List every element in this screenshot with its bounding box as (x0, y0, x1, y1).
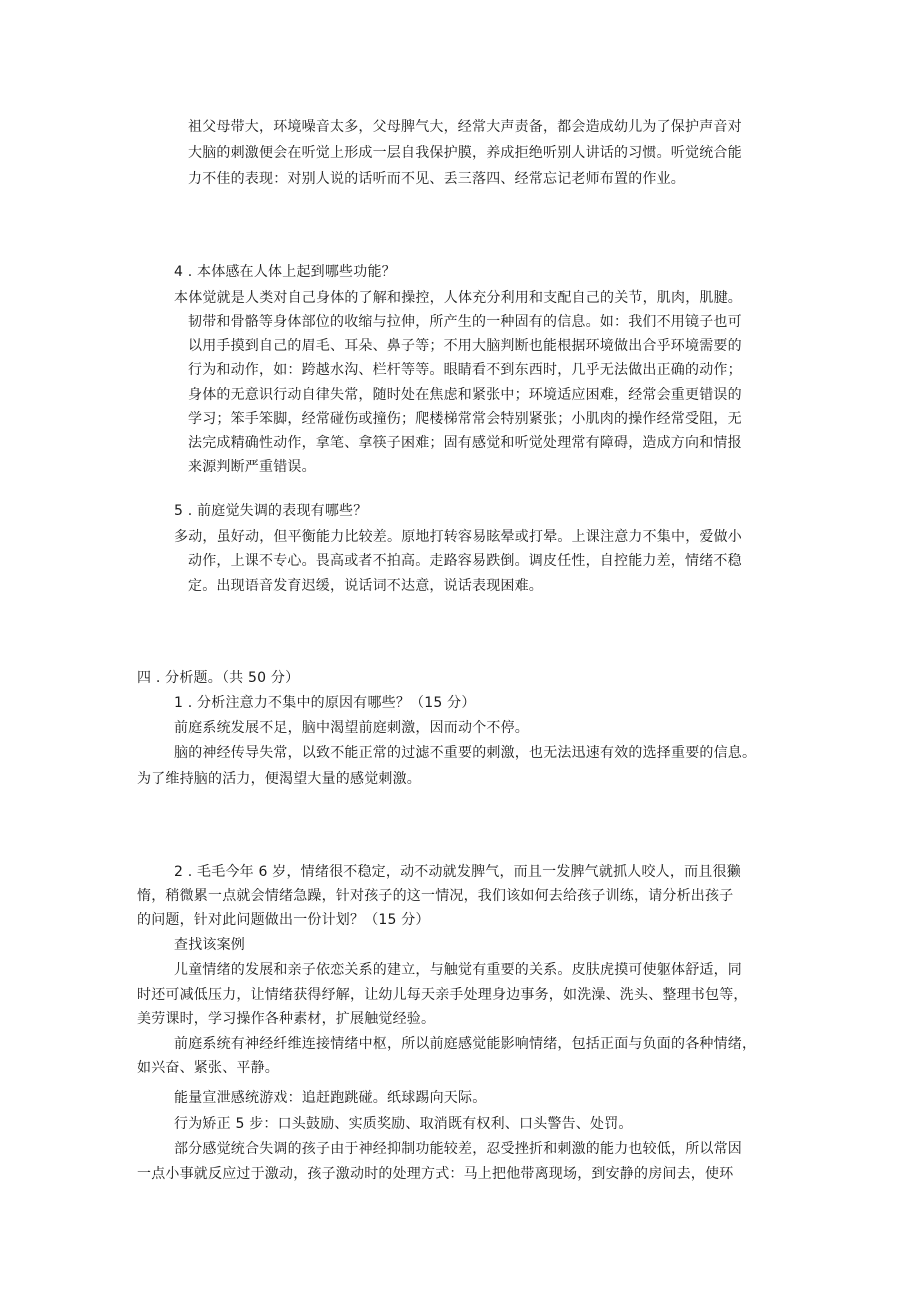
answer-line: 以用手摸到自己的眉毛、耳朵、鼻子等；不用大脑判断也能根据环境做出合乎环境需要的 (188, 338, 742, 354)
section-heading: 四 . 分析题。（共 50 分） (137, 670, 300, 686)
answer-line: 为了维持脑的活力，便渴望大量的感觉刺激。 (137, 771, 421, 787)
question-5-title: 5 . 前庭觉失调的表现有哪些？ (174, 503, 368, 519)
answer-line: 部分感觉统合失调的孩子由于神经抑制功能较差，忍受挫折和刺激的能力也较低，所以常因 (174, 1141, 742, 1157)
answer-line: 韧带和骨骼等身体部位的收缩与拉伸，所产生的一种固有的信息。如：我们不用镜子也可 (188, 314, 742, 330)
question-2-title: 的问题，针对此问题做出一份计划？（15 分） (137, 912, 430, 928)
question-4-title: 4 . 本体感在人体上起到哪些功能？ (174, 264, 396, 280)
answer-line: 美劳课时，学习操作各种素材，扩展触觉经验。 (137, 1011, 436, 1027)
answer-line: 行为和动作，如：跨越水沟、栏杆等等。眼睛看不到东西时，几乎无法做出正确的动作； (188, 362, 742, 378)
answer-line: 能量宣泄感统游戏：追赶跑跳碰。纸球踢向天际。 (174, 1090, 487, 1106)
answer-line: 如兴奋、紧张、平静。 (137, 1060, 279, 1076)
answer-line: 行为矫正 5 步：口头鼓励、实质奖励、取消既有权利、口头警告、处罚。 (174, 1116, 633, 1132)
answer-line: 查找该案例 (174, 937, 245, 953)
answer-line: 儿童情绪的发展和亲子依恋关系的建立，与触觉有重要的关系。皮肤虎摸可使躯体舒适，同 (174, 962, 742, 978)
answer-line: 身体的无意识行动自律失常，随时处在焦虑和紧张中；环境适应困难，经常会重更错误的 (188, 387, 742, 403)
paragraph-line: 力不佳的表现：对别人说的话听而不见、丢三落四、经常忘记老师布置的作业。 (188, 171, 685, 187)
question-1-title: 1 . 分析注意力不集中的原因有哪些？（15 分） (174, 695, 476, 711)
answer-line: 法完成精确性动作，拿笔、拿筷子困难；固有感觉和听觉处理常有障碍，造成方向和情报 (188, 435, 742, 451)
answer-line: 脑的神经传导失常，以致不能正常的过滤不重要的刺激，也无法迅速有效的选择重要的信息。 (174, 745, 757, 761)
answer-line: 学习；笨手笨脚，经常碰伤或撞伤；爬楼梯常常会特别紧张；小肌肉的操作经常受阻，无 (188, 411, 742, 427)
answer-line: 一点小事就反应过于激动，孩子激动时的处理方式：马上把他带离现场，到安静的房间去，使环 (137, 1166, 734, 1182)
answer-line: 时还可减低压力，让情绪获得纾解，让幼儿每天亲手处理身边事务，如洗澡、洗头、整理书包等， (137, 987, 748, 1003)
answer-line: 前庭系统有神经纤维连接情绪中枢，所以前庭感觉能影响情绪，包括正面与负面的各种情绪， (174, 1036, 757, 1052)
paragraph-line: 大脑的刺激便会在听觉上形成一层自我保护膜，养成拒绝听别人讲话的习惯。听觉统合能 (188, 145, 742, 161)
answer-line: 本体觉就是人类对自己身体的了解和操控，人体充分利用和支配自己的关节，肌肉，肌腱。 (174, 290, 742, 306)
answer-line: 多动，虽好动，但平衡能力比较差。原地打转容易眩晕或打晕。上课注意力不集中，爱做小 (174, 529, 742, 545)
answer-line: 来源判断严重错误。 (188, 459, 316, 475)
paragraph-line: 祖父母带大，环境噪音太多，父母脾气大，经常大声责备，都会造成幼儿为了保护声音对 (188, 119, 742, 135)
answer-line: 前庭系统发展不足，脑中渴望前庭刺激，因而动个不停。 (174, 720, 529, 736)
answer-line: 动作，上课不专心。畏高或者不拍高。走路容易跌倒。调皮任性，自控能力差，情绪不稳 (188, 553, 742, 569)
answer-line: 定。出现语音发育迟缓，说话词不达意，说话表现困难。 (188, 578, 543, 594)
question-2-title: 2 . 毛毛今年 6 岁，情绪很不稳定，动不动就发脾气，而且一发脾气就抓人咬人，而且很獭 (174, 864, 741, 880)
question-2-title: 惰，稍微累一点就会情绪急躁，针对孩子的这一情况，我们该如何去给孩子训练，请分析出孩子 (137, 888, 734, 904)
